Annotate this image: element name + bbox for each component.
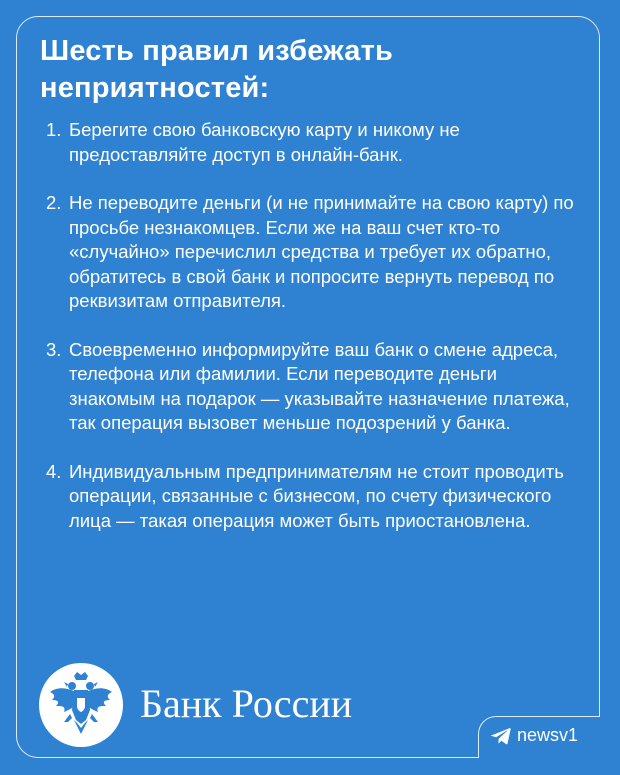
rule-text: Индивидуальным предпринимателям не стоит проводить операции, связанные с бизнесом, по счету физического лица — такая операция может быть приостановлена. (69, 460, 564, 531)
rule-number: 4. (46, 460, 62, 482)
bank-name: Банк России (140, 681, 353, 726)
rules-list (40, 118, 580, 557)
rule-number: 2. (46, 192, 62, 213)
rule-item-3 (40, 338, 580, 436)
rule-number: 3. (46, 338, 62, 360)
rule-number: 1. (46, 119, 62, 140)
rule-text: Берегите свою банковскую карту и никому не предоставляйте доступ в онлайн-банк. (69, 119, 460, 165)
channel-badge[interactable] (478, 716, 600, 758)
rule-item-1 (40, 118, 580, 167)
telegram-icon (491, 727, 511, 745)
bank-emblem-icon (38, 662, 124, 748)
rule-text: Своевременно информируйте ваш банк о смене адреса, телефона или фамилии. Если переводите деньги знакомым на подарок — указывайте назначение платежа, так операция вызовет меньше подозрений у банка. (69, 338, 570, 433)
rule-text: Не переводите деньги (и не принимайте на свою карту) по просьбе незнакомцев. Если же на ваш счет кто-то «случайно» перечислил средства и требует их обратно, обратитесь в свой банк и попросите вернуть перевод по реквизитам отправителя. (69, 192, 574, 311)
channel-badge-content (491, 725, 578, 746)
channel-name: newsv1 (517, 725, 579, 745)
rule-item-4 (40, 460, 580, 534)
rule-item-2 (40, 191, 580, 314)
page-title: Шесть правил избежать неприятностей: (40, 35, 394, 104)
